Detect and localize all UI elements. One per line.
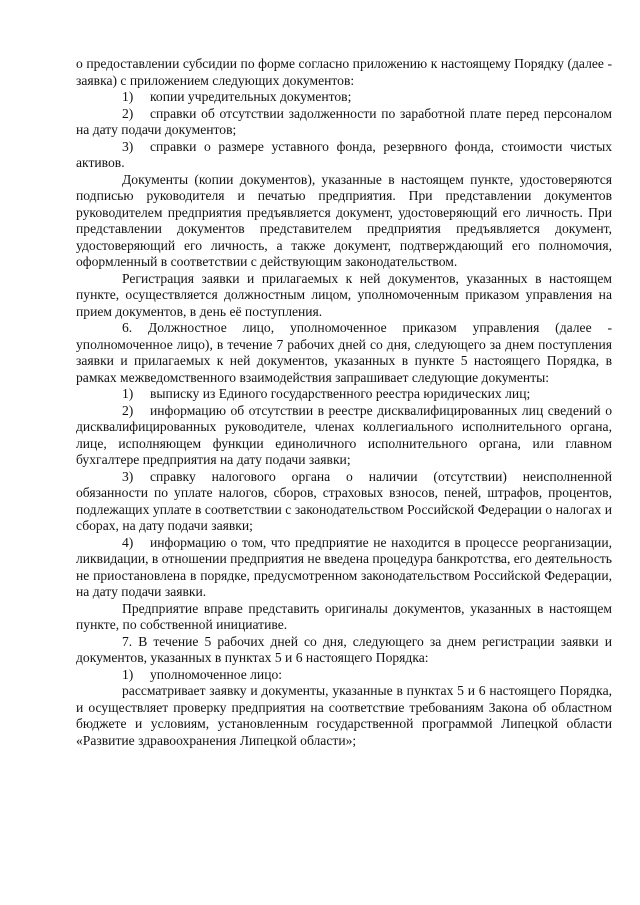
list-item-number: 3) [122,468,134,484]
list-item-text: выписку из Единого государственного реестра юридических лиц; [150,386,531,401]
list-item [76,469,612,535]
paragraph: о предоставлении субсидии по форме согласно приложению к настоящему Порядку (далее - заявка) с приложением следующих документов: [76,56,612,88]
paragraph: Предприятие вправе представить оригиналы документов, указанных в настоящем пункте, по собственной инициативе. [76,600,612,632]
list-item-text: копии учредительных документов; [150,89,352,104]
list-item-number: 1) [122,386,134,401]
list-item-text: уполномоченное лицо: [150,666,283,682]
paragraph: 7. В течение 5 рабочих дней со дня, следующего за днем регистрации заявки и документов, указанных в пунктах 5 и 6 настоящего Порядка: [76,633,612,665]
list-item [76,89,612,106]
document-page [76,56,612,749]
list-item-text: справку налогового органа о наличии (отсутствии) неисполненной обязанности по уплате налогов, сборов, страховых взносов, пеней, штрафов, процентов, подлежащих уплате в соответствии с законодательством Российской Федерации о налогах и сборах, на дату подачи заявки; [76,468,612,533]
list-item-number: 1) [122,666,134,682]
list-item [76,667,612,684]
list-item-number: 4) [122,534,134,550]
paragraph: Документы (копии документов), указанные в настоящем пункте, удостоверяются подписью руководителя и печатью предприятия. При представлении документов руководителем предприятия предъявляется документ, удостоверяющий его личность. При представлении документов представителем предприятия предъявляется документ, удостоверяющий его личность, а также документ, подтверждающий его полномочия, оформленный в соответствии с действующим законодательством. [76,171,612,269]
list-item [76,139,612,172]
list-item [76,535,612,601]
list-item-number: 2) [122,402,134,418]
list-item-number: 2) [122,105,134,121]
list-item-text: справки о размере уставного фонда, резервного фонда, стоимости чистых активов. [76,138,612,170]
list-item-number: 1) [122,89,134,104]
list-item [76,106,612,139]
paragraph: 6. Должностное лицо, уполномоченное приказом управления (далее - уполномоченное лицо), в течение 7 рабочих дней со дня, следующего за днем поступления заявки и прилагаемых к ней документов, указанных в пункте 5 настоящего Порядка, в рамках межведомственного взаимодействия запрашивает следующие документы: [76,320,612,385]
list-item [76,403,612,469]
list-item-number: 3) [122,138,134,154]
paragraph: Регистрация заявки и прилагаемых к ней документов, указанных в настоящем пункте, осуществляется должностным лицом, уполномоченным приказом управления на прием документов, в день её поступления. [76,270,612,319]
list-item [76,386,612,403]
list-item-text: справки об отсутствии задолженности по заработной плате перед персоналом на дату подачи документов; [76,105,612,137]
paragraph: рассматривает заявку и документы, указанные в пунктах 5 и 6 настоящего Порядка, и осуществляет проверку предприятия на соответствие требованиям Закона об областном бюджете и условиям, установленным государственной программой Липецкой области «Развитие здравоохранения Липецкой области»; [76,683,612,748]
list-item-text: информацию об отсутствии в реестре дисквалифицированных лиц сведений о дисквалифицированных руководителе, членах коллегиального исполнительного органа, лице, исполняющем функции единоличного исполнительного органа, или главном бухгалтере предприятия на дату подачи заявки; [76,402,612,467]
list-item-text: информацию о том, что предприятие не находится в процессе реорганизации, ликвидации, в отношении предприятия не введена процедура банкротства, его деятельность не приостановлена в порядке, предусмотренном законодательством Российской Федерации, на дату подачи заявки. [76,534,612,599]
